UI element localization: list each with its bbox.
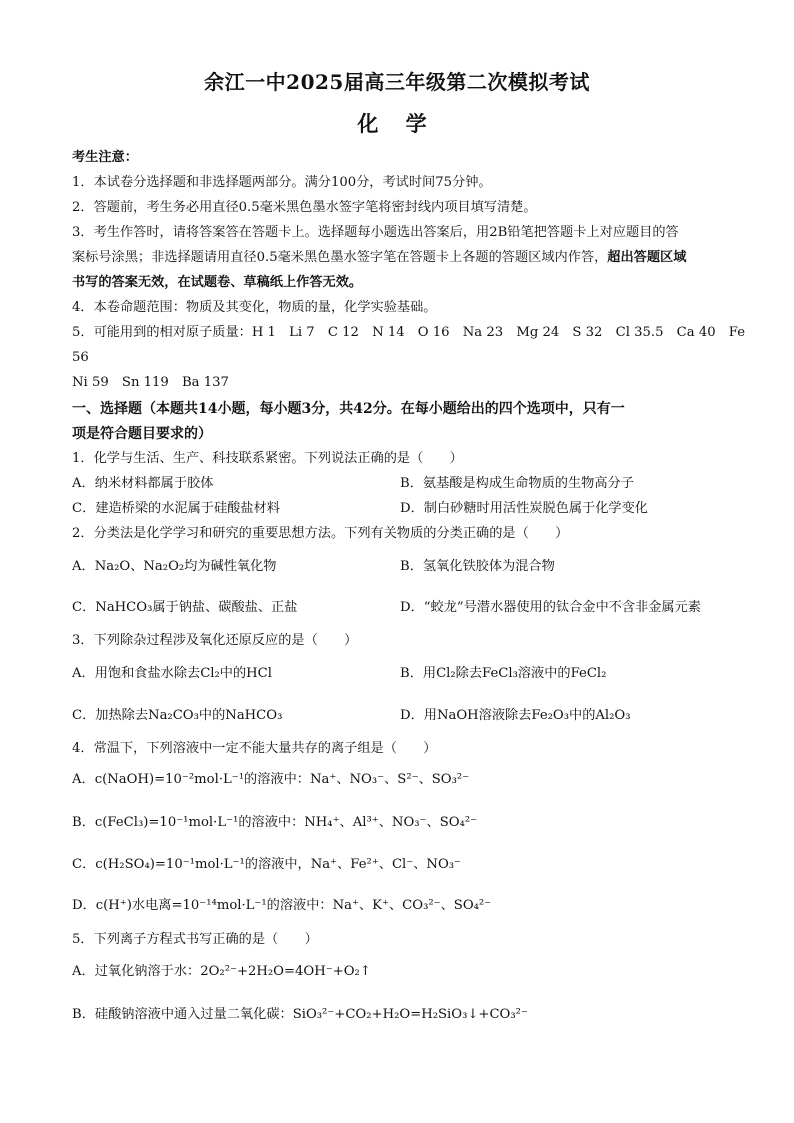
- question-1-stem: 1．化学与生活、生产、科技联系紧密。下列说法正确的是（ ）: [72, 451, 463, 466]
- notice-item-3-line-1: 3．考生作答时，请将答案答在答题卡上。选择题每小题选出答案后，用2B铅笔把答题卡上对应题目的答: [72, 225, 679, 240]
- section-heading-line-1: 一、选择题（本题共14小题，每小题3分，共42分。在每小题给出的四个选项中，只有一: [72, 401, 625, 417]
- exam-title: 余江一中2025届高三年级第二次模拟考试: [204, 70, 590, 94]
- question-2-option-c: C．NaHCO₃属于钠盐、碳酸盐、正盐: [72, 600, 298, 615]
- notice-item-4: 4．本卷命题范围：物质及其变化，物质的量，化学实验基础。: [72, 300, 437, 315]
- question-4-option-d: D．c(H⁺)水电离=10⁻¹⁴mol·L⁻¹的溶液中：Na⁺、K⁺、CO₃²⁻、SO₄²⁻: [72, 898, 492, 913]
- notice-item-3-line-3: 书写的答案无效，在试题卷、草稿纸上作答无效。: [72, 275, 363, 290]
- section-heading-line-2: 项是符合题目要求的）: [72, 426, 212, 442]
- question-4-stem: 4．常温下，下列溶液中一定不能大量共存的离子组是（ ）: [72, 741, 437, 756]
- question-5-option-b: B．硅酸钠溶液中通入过量二氧化碳：SiO₃²⁻+CO₂+H₂O=H₂SiO₃↓+CO₃²⁻: [72, 1007, 528, 1022]
- question-1-option-d: D．制白砂糖时用活性炭脱色属于化学变化: [400, 501, 648, 516]
- notice-item-5-line-3: Ni 59 Sn 119 Ba 137: [72, 375, 229, 390]
- question-3-stem: 3．下列除杂过程涉及氧化还原反应的是（ ）: [72, 633, 358, 648]
- question-3-option-c: C．加热除去Na₂CO₃中的NaHCO₃: [72, 708, 283, 723]
- notice-item-3-line-2: [72, 248, 686, 268]
- notice-item-5-line-2: 56: [72, 350, 89, 365]
- question-2-option-a: A．Na₂O、Na₂O₂均为碱性氧化物: [72, 559, 277, 574]
- question-3-option-a: A．用饱和食盐水除去Cl₂中的HCl: [72, 666, 272, 681]
- notice-item-1: 1．本试卷分选择题和非选择题两部分。满分100分，考试时间75分钟。: [72, 175, 492, 190]
- question-4-option-c: C．c(H₂SO₄)=10⁻¹mol·L⁻¹的溶液中，Na⁺、Fe²⁺、Cl⁻、NO₃⁻: [72, 857, 462, 872]
- notice-item-5-line-1: 5．可能用到的相对原子质量：H 1 Li 7 C 12 N 14 O 16 Na 23 Mg 24 S 32 Cl 35.5 Ca 40 Fe: [72, 325, 746, 340]
- notice-heading: 考生注意：: [72, 150, 138, 165]
- notice-item-2: 2．答题前，考生务必用直径0.5毫米黑色墨水签字笔将密封线内项目填写清楚。: [72, 200, 537, 215]
- question-3-option-d: D．用NaOH溶液除去Fe₂O₃中的Al₂O₃: [400, 708, 631, 723]
- question-5-option-a: A．过氧化钠溶于水：2O₂²⁻+2H₂O=4OH⁻+O₂↑: [72, 964, 371, 979]
- question-1-option-b: B．氨基酸是构成生命物质的生物高分子: [400, 476, 634, 491]
- question-2-stem: 2．分类法是化学学习和研究的重要思想方法。下列有关物质的分类正确的是（ ）: [72, 526, 569, 541]
- notice-item-3-line-2-bold: 超出答题区域: [607, 250, 687, 265]
- question-4-option-a: A．c(NaOH)=10⁻²mol·L⁻¹的溶液中：Na⁺、NO₃⁻、S²⁻、SO₃²⁻: [72, 772, 470, 787]
- question-4-option-b: B．c(FeCl₃)=10⁻¹mol·L⁻¹的溶液中：NH₄⁺、Al³⁺、NO₃⁻、SO₄²⁻: [72, 815, 478, 830]
- subject-title: 化 学: [357, 111, 437, 136]
- question-2-option-d: D．“蛟龙”号潜水器使用的钛合金中不含非金属元素: [400, 600, 701, 615]
- notice-item-3-line-2-text: 案标号涂黑；非选择题请用直径0.5毫米黑色墨水签字笔在答题卡上各题的答题区域内作答，: [72, 250, 608, 265]
- question-2-option-b: B．氢氧化铁胶体为混合物: [400, 559, 555, 574]
- question-3-option-b: B．用Cl₂除去FeCl₃溶液中的FeCl₂: [400, 666, 607, 681]
- question-1-option-c: C．建造桥梁的水泥属于硅酸盐材料: [72, 501, 280, 516]
- question-5-stem: 5．下列离子方程式书写正确的是（ ）: [72, 932, 318, 947]
- question-1-option-a: A．纳米材料都属于胶体: [72, 476, 214, 491]
